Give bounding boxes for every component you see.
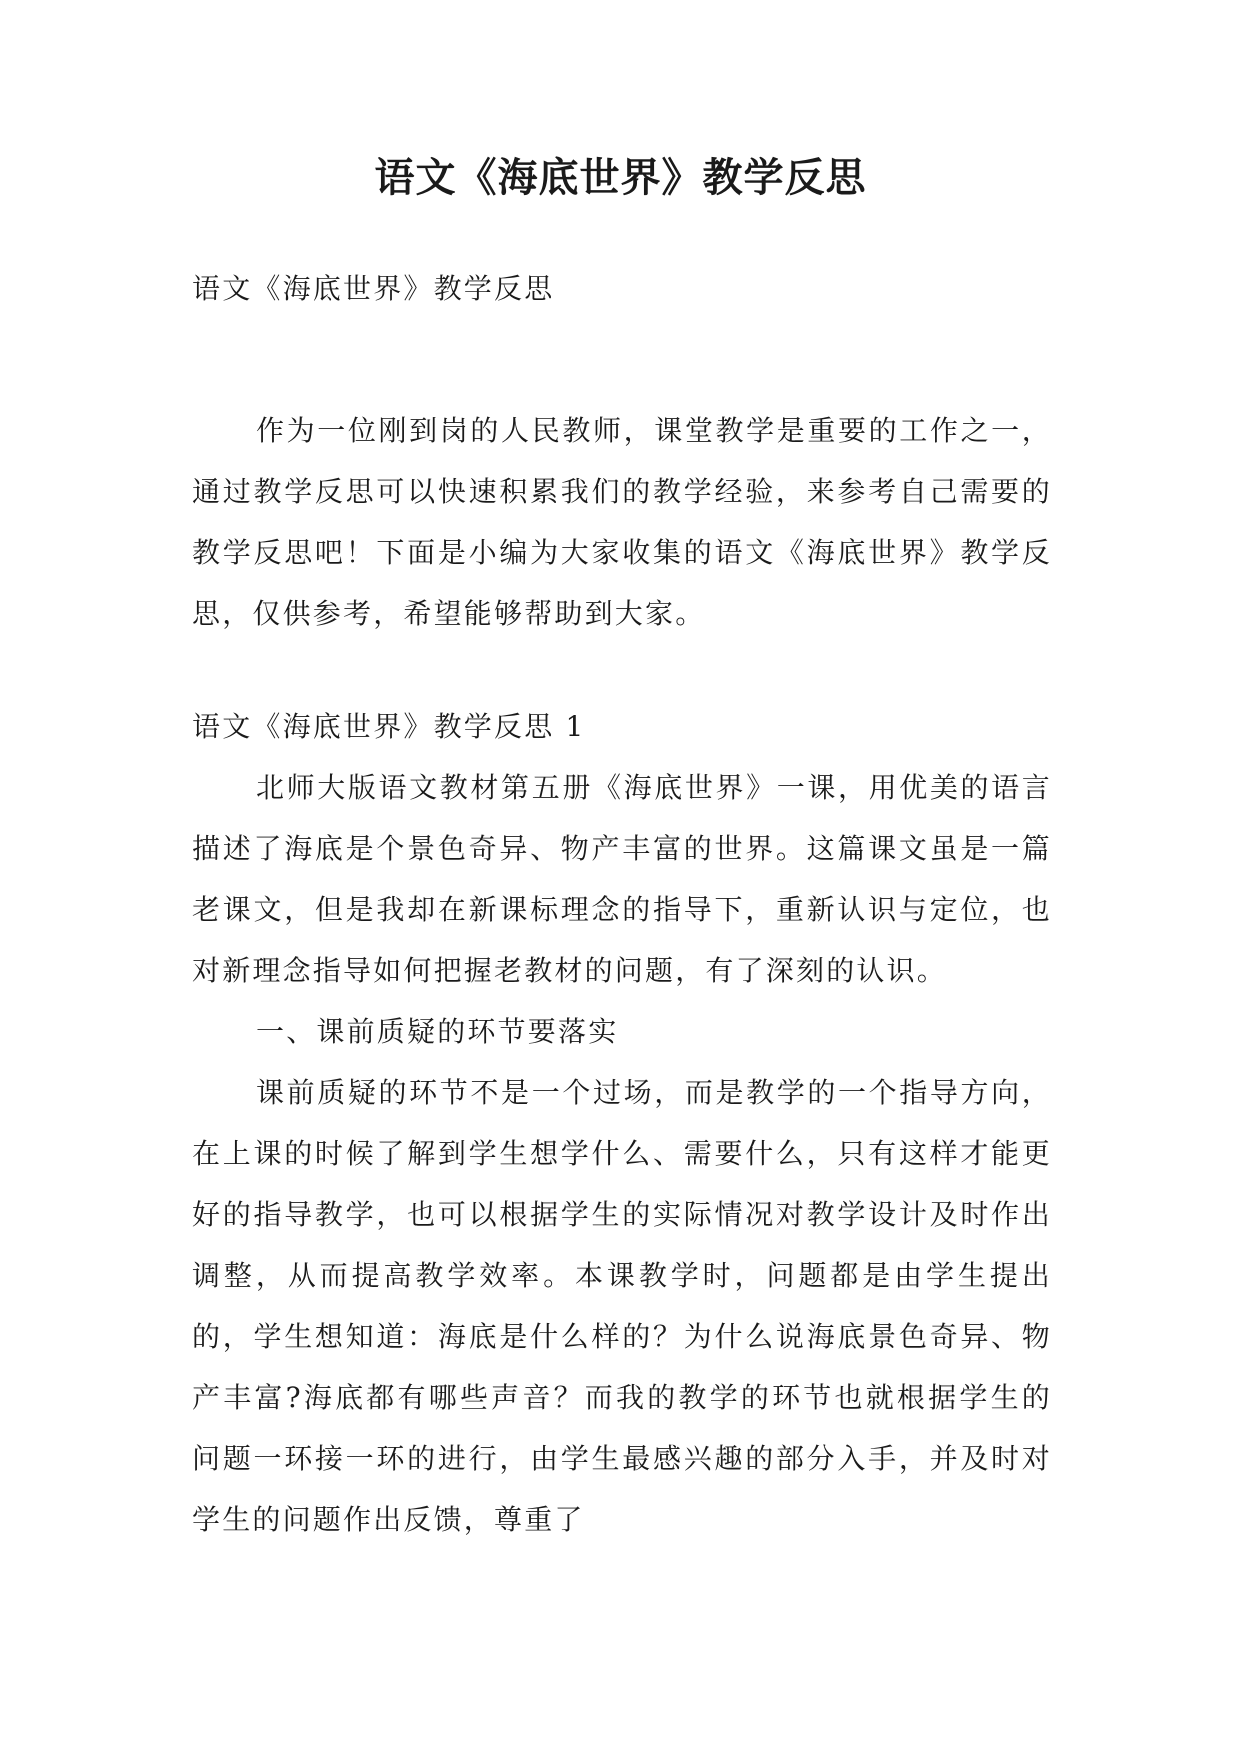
intro-paragraph: 作为一位刚到岗的人民教师，课堂教学是重要的工作之一，通过教学反思可以快速积累我们的教学经验，来参考自己需要的教学反思吧！下面是小编为大家收集的语文《海底世界》教学反思，仅供参考，希望能够帮助到大家。 <box>192 414 1052 630</box>
document-subtitle: 语文《海底世界》教学反思 <box>192 272 555 305</box>
section-heading: 语文《海底世界》教学反思 1 <box>192 710 586 743</box>
document-title: 语文《海底世界》教学反思 <box>374 154 867 201</box>
section-paragraph: 课前质疑的环节不是一个过场，而是教学的一个指导方向，在上课的时候了解到学生想学什么、需要什么，只有这样才能更好的指导教学，也可以根据学生的实际情况对教学设计及时作出调整，从而提高教学效率。本课教学时，问题都是由学生提出的，学生想知道：海底是什么样的？为什么说海底景色奇异、物产丰富?海底都有哪些声音？而我的教学的环节也就根据学生的问题一环接一环的进行，由学生最感兴趣的部分入手，并及时对学生的问题作出反馈，尊重了 <box>192 1076 1052 1536</box>
point-heading: 一、课前质疑的环节要落实 <box>256 1015 619 1048</box>
section-paragraph: 北师大版语文教材第五册《海底世界》一课，用优美的语言描述了海底是个景色奇异、物产丰富的世界。这篇课文虽是一篇老课文，但是我却在新课标理念的指导下，重新认识与定位，也对新理念指导如何把握老教材的问题，有了深刻的认识。 <box>192 771 1052 987</box>
